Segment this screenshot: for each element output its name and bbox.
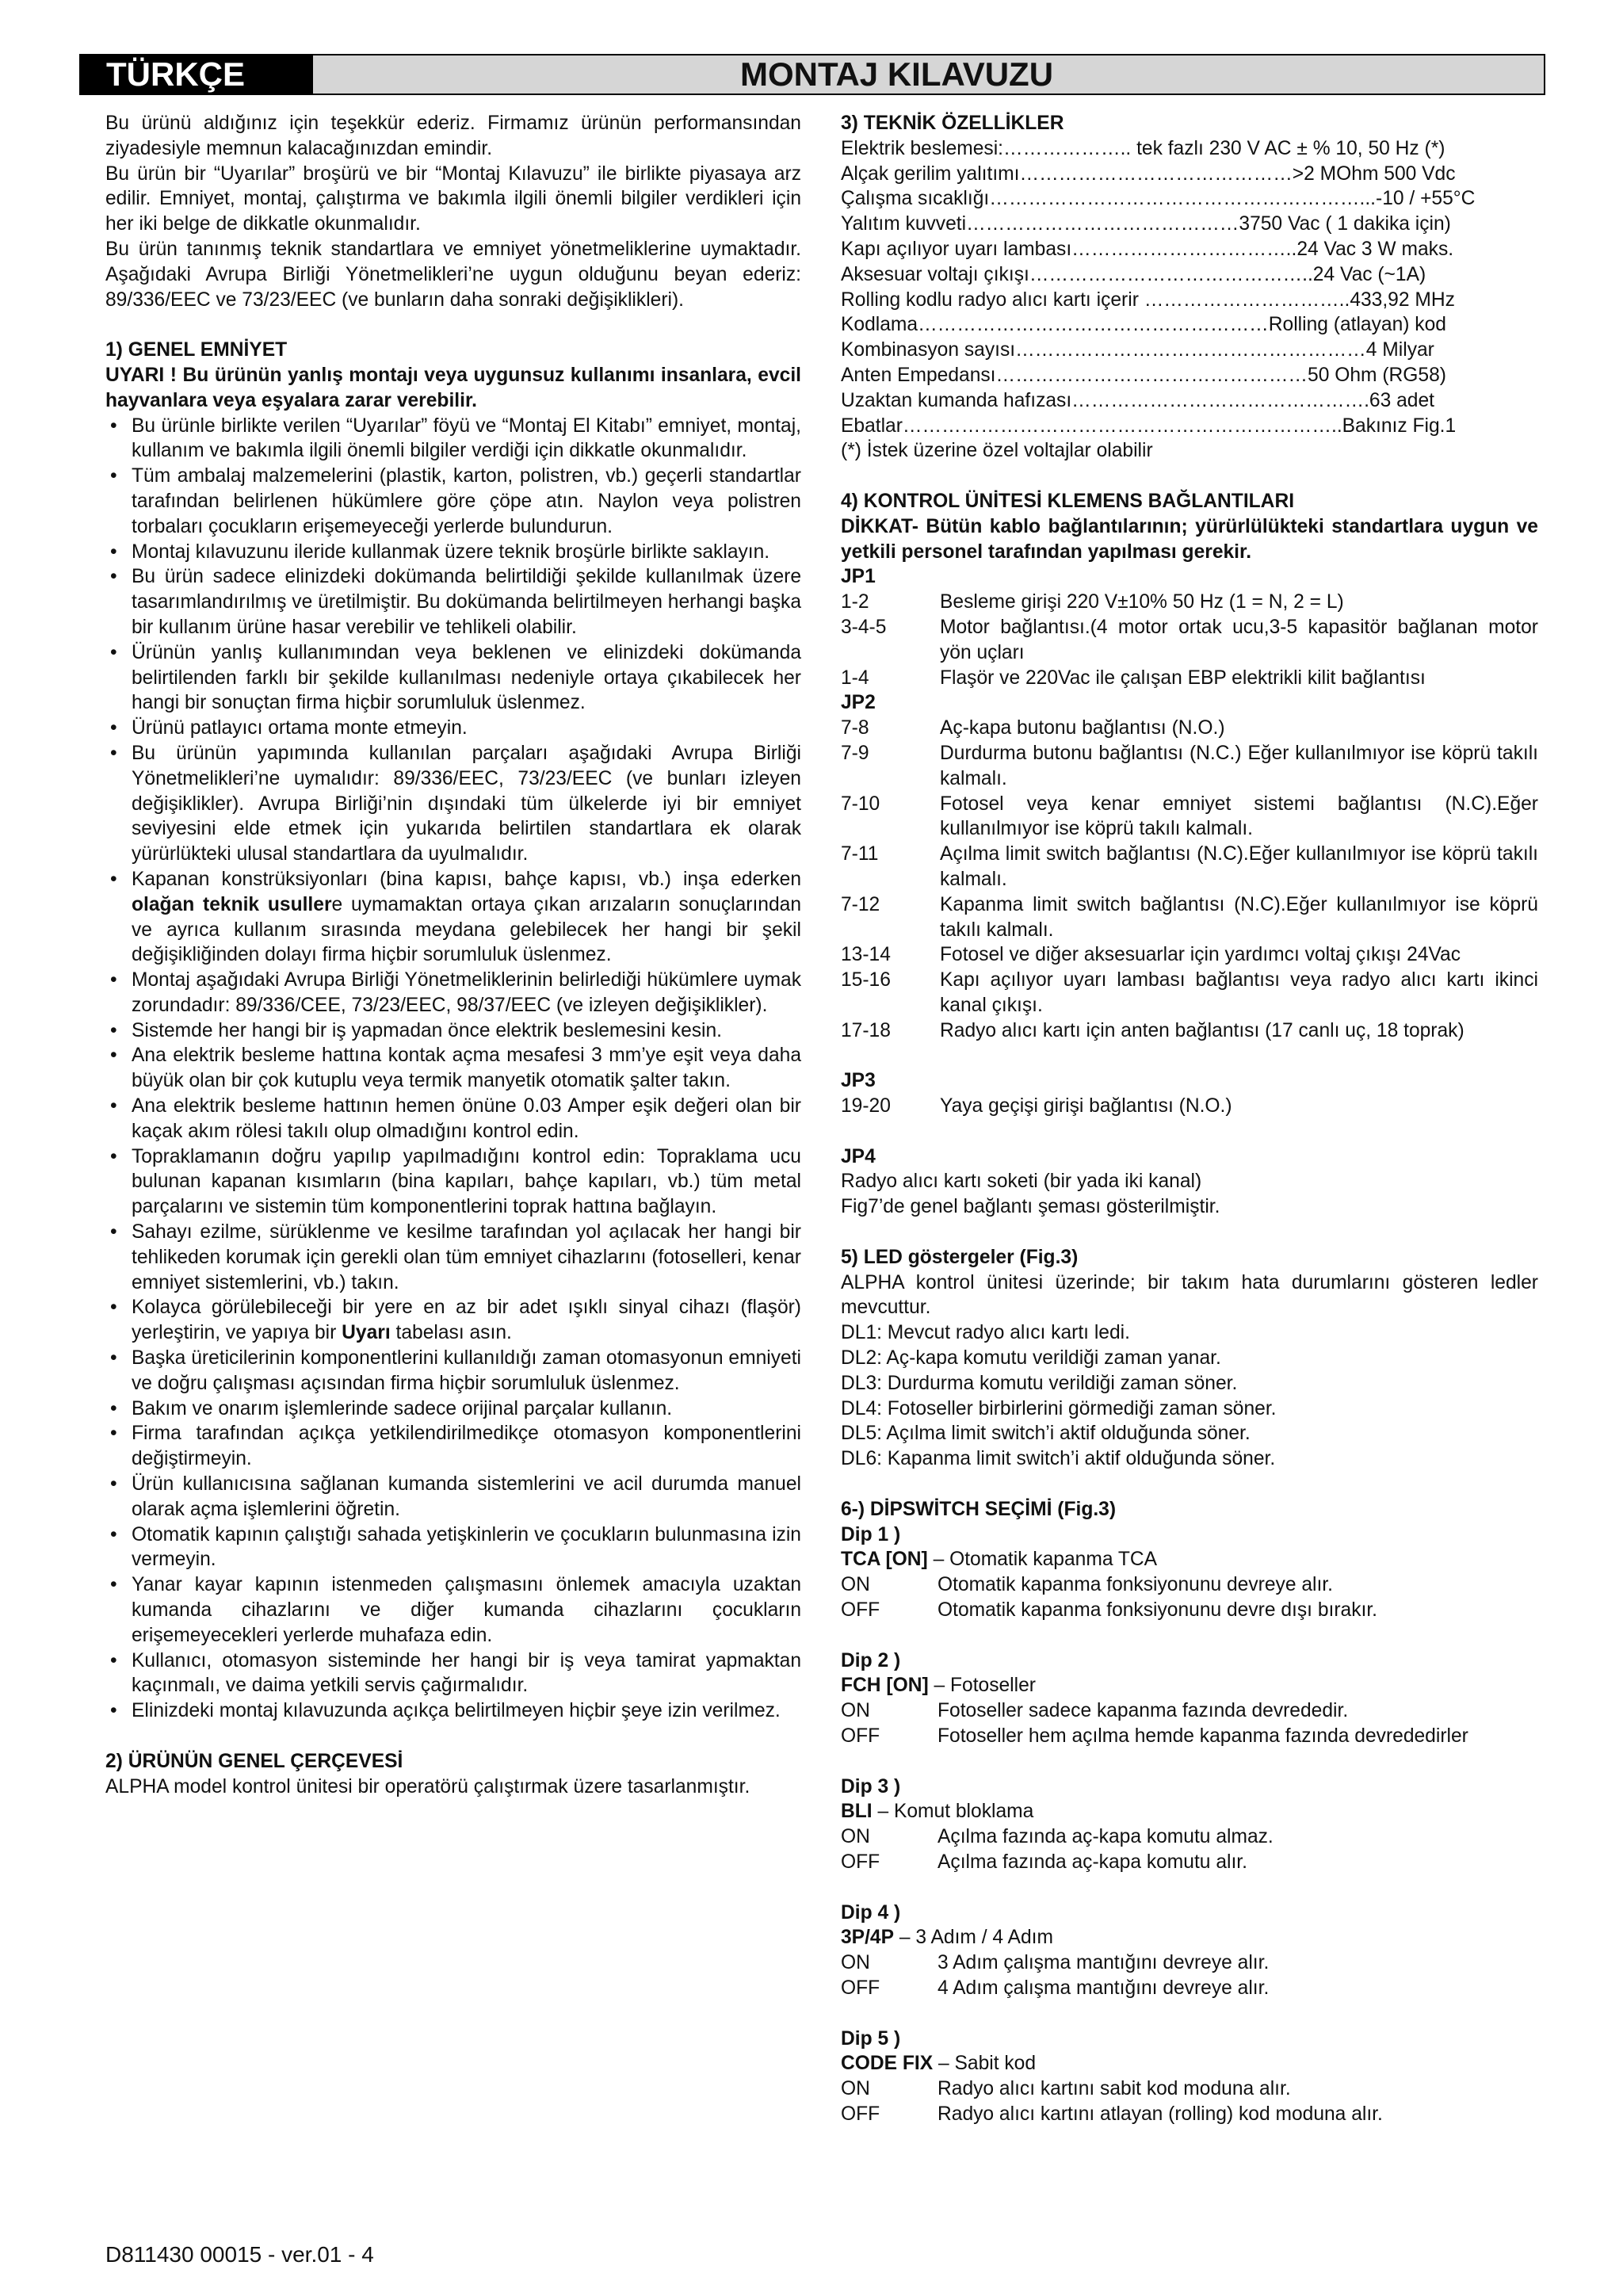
list-item: • Bu ürünün yapımında kullanılan parçaları aşağıdaki Avrupa Birliği Yönetmelikleri’ne uymalıdır: 89/336/EEC, 73/23/EEC (ve bunları izleyen değişiklikler). Avrupa Birliği’nin dışındaki tüm ülkelerde iyi bir emniyet seviyesini elde etmek için yukarıda belirtilen standartlara ek olarak yürürlükteki ulusal standartlara da uyulmalıdır. <box>105 741 801 867</box>
dip-code: FCH [ON] <box>841 1675 929 1697</box>
list-item: • Firma tarafından açıkça yetkilendirilmedikçe otomasyon komponentlerini değiştirmeyin. <box>105 1421 801 1472</box>
dip-description: – 3 Adım / 4 Adım <box>894 1927 1053 1949</box>
terminal-row <box>841 716 1538 741</box>
list-item: • Ana elektrik besleme hattının hemen önüne 0.03 Amper eşik değeri olan bir kaçak akım rölesi takılı olup olmadığını kontrol edin. <box>105 1094 801 1144</box>
on-description: Fotoseller sadece kapanma fazında devrededir. <box>938 1700 1349 1722</box>
dip-description: – Otomatik kapanma TCA <box>927 1549 1158 1571</box>
terminal-row <box>841 892 1538 943</box>
led-line: DL2: Aç-kapa komutu verildiği zaman yanar. <box>841 1347 1221 1370</box>
terminal-row <box>841 968 1538 1018</box>
on-description: Otomatik kapanma fonksiyonunu devreye alır. <box>938 1574 1333 1596</box>
dip-code: BLI <box>841 1801 873 1823</box>
dip-description: – Sabit kod <box>933 2053 1037 2075</box>
connector-label: JP1 <box>841 566 876 588</box>
terminal-description: Besleme girişi 220 V±10% 50 Hz (1 = N, 2 = L) <box>940 591 1344 613</box>
page-header <box>79 54 1545 95</box>
connector-label: JP2 <box>841 692 876 714</box>
led-line: DL5: Açılma limit switch’i aktif olduğunda söner. <box>841 1423 1251 1445</box>
list-item-text: tabelası asın. <box>390 1322 512 1344</box>
dip-off-row <box>841 1724 1538 1749</box>
on-description: Radyo alıcı kartını sabit kod moduna alır. <box>938 2078 1291 2100</box>
terminal-row <box>841 942 1538 968</box>
spec-line: Ebatlar…………………………………………………………..Bakınız Fig.1 <box>841 415 1457 437</box>
off-description: Açılma fazında aç-kapa komutu alır. <box>938 1851 1247 1873</box>
led-line: DL1: Mevcut radyo alıcı kartı ledi. <box>841 1322 1130 1344</box>
section-heading: 5) LED göstergeler (Fig.3) <box>841 1246 1079 1268</box>
dip-off-row <box>841 1598 1538 1623</box>
terminal-pins: 7-10 <box>841 793 880 815</box>
terminal-description: Kapanma limit switch bağlantısı (N.C).Eğer kullanılmıyor ise köprü takılı kalmalı. <box>940 893 1538 941</box>
section-text: ALPHA kontrol ünitesi üzerinde; bir takım hata durumlarını gösteren ledler mevcuttur. <box>841 1271 1538 1319</box>
spec-line: Aksesuar voltajı çıkışı……………………………………..24 Vac (~1A) <box>841 263 1426 285</box>
list-item: • Ana elektrik besleme hattına kontak açma mesafesi 3 mm’ye eşit veya daha büyük olan bir çok kutuplu veya termik manyetik otomatik şalter takın. <box>105 1043 801 1094</box>
intro-paragraph: Bu ürün tanınmış teknik standartlara ve emniyet yönetmeliklerine uymaktadır. Aşağıdaki Avrupa Birliği Yönetmelikleri’ne uygun olduğunu beyan ederiz: 89/336/EEC ve 73/23/EEC (ve bunların daha sonraki değişiklikleri). <box>105 238 801 311</box>
dip-off-row <box>841 1976 1538 2001</box>
connector-text: Fig7’de genel bağlantı şeması gösterilmiştir. <box>841 1196 1220 1218</box>
terminal-pins: 3-4-5 <box>841 616 887 638</box>
terminal-description: Fotosel ve diğer aksesuarlar için yardımcı voltaj çıkışı 24Vac <box>940 944 1461 966</box>
terminal-description: Radyo alıcı kartı için anten bağlantısı (17 canlı uç, 18 toprak) <box>940 1019 1465 1041</box>
spec-line: Yalıtım kuvveti……………………………………3750 Vac ( 1 dakika için) <box>841 213 1451 235</box>
list-item: • Otomatik kapının çalıştığı sahada yetişkinlerin ve çocukların bulunmasına izin vermeyin. <box>105 1522 801 1573</box>
off-label: OFF <box>841 1725 880 1747</box>
list-item-text: Kolayca görülebileceği bir yere en az bir adet ışıklı sinyal cihazı (flaşör) yerleştirin, ve yapıya bir <box>132 1297 801 1344</box>
list-item: • Tüm ambalaj malzemelerini (plastik, karton, polistren, vb.) geçerli standartlar tarafından belirlenen hükümlere göre çöpe atın. Naylon veya polistren torbaları çocukların erişemeyeceği yerlerde bulundurun. <box>105 464 801 539</box>
off-label: OFF <box>841 2103 880 2125</box>
list-item <box>105 867 801 968</box>
spec-line: Alçak gerilim yalıtımı……………………………………>2 MOhm 500 Vdc <box>841 162 1456 185</box>
dip-title: Dip 1 ) <box>841 1523 901 1545</box>
terminal-pins: 7-8 <box>841 717 869 739</box>
on-label: ON <box>841 1700 870 1722</box>
dip-function <box>841 1925 1538 1950</box>
dip-code: 3P/4P <box>841 1927 894 1949</box>
terminal-row <box>841 1094 1538 1119</box>
terminal-row <box>841 615 1538 666</box>
dip-function <box>841 2051 1538 2076</box>
list-item: • Bu ürünle birlikte verilen “Uyarılar” föyü ve “Montaj El Kitabı” emniyet, montaj, kullanım ve bakımla ilgili önemli bilgiler verdiği için dikkatle okunmalıdır. <box>105 414 801 464</box>
connector-label: JP3 <box>841 1070 876 1092</box>
off-description: Radyo alıcı kartını atlayan (rolling) kod moduna alır. <box>938 2103 1383 2125</box>
list-item: • Kullanıcı, otomasyon sisteminde her hangi bir iş veya tamirat yapmaktan kaçınmalı, ve daima yetkili servis çağırmalıdır. <box>105 1648 801 1699</box>
list-item: • Ürün kullanıcısına sağlanan kumanda sistemlerini ve acil durumda manuel olarak açma işlemlerini öğretin. <box>105 1472 801 1522</box>
list-item: • Topraklamanın doğru yapılıp yapılmadığını kontrol edin: Topraklama ucu bulunan kapanan kısımların (bina kapıları, bahçe kapıları, vb.) tüm metal parçalarını ve sistemin tüm komponentlerini toprak hattına bağlayın. <box>105 1144 801 1220</box>
list-item: • Elinizdeki montaj kılavuzunda açıkça belirtilmeyen hiçbir şeye izin verilmez. <box>105 1698 801 1724</box>
spec-line: Rolling kodlu radyo alıcı kartı içerir …………………………..433,92 MHz <box>841 288 1455 311</box>
section-heading: 2) ÜRÜNÜN GENEL ÇERÇEVESİ <box>105 1750 403 1772</box>
dip-function <box>841 1673 1538 1698</box>
off-description: Fotoseller hem açılma hemde kapanma fazında devrededirler <box>938 1725 1468 1747</box>
terminal-description: Motor bağlantısı.(4 motor ortak ucu,3-5 kapasitör bağlanan motor yön uçları <box>940 616 1538 663</box>
terminal-description: Aç-kapa butonu bağlantısı (N.O.) <box>940 717 1225 739</box>
spec-line: Elektrik beslemesi:……………….. tek fazlı 230 V AC ± % 10, 50 Hz (*) <box>841 137 1445 159</box>
document-title: MONTAJ KILAVUZU <box>313 55 1544 94</box>
on-label: ON <box>841 2078 870 2100</box>
dip-off-row <box>841 2102 1538 2127</box>
dip-code: CODE FIX <box>841 2053 934 2075</box>
on-description: Açılma fazında aç-kapa komutu almaz. <box>938 1826 1274 1848</box>
list-item-emphasis: olağan teknik usuller <box>132 893 332 915</box>
terminal-pins: 7-9 <box>841 742 869 764</box>
dip-title: Dip 3 ) <box>841 1775 901 1797</box>
terminal-row <box>841 842 1538 892</box>
led-line: DL4: Fotoseller birbirlerini görmediği zaman söner. <box>841 1397 1277 1419</box>
list-item-emphasis: Uyarı <box>342 1322 391 1344</box>
off-label: OFF <box>841 1851 880 1873</box>
dip-title: Dip 5 ) <box>841 2027 901 2050</box>
left-column <box>105 111 801 1799</box>
terminal-pins: 7-11 <box>841 843 879 865</box>
dip-off-row <box>841 1850 1538 1875</box>
terminal-row <box>841 792 1538 842</box>
section-heading: 3) TEKNİK ÖZELLİKLER <box>841 113 1064 134</box>
terminal-pins: 13-14 <box>841 944 891 966</box>
off-description: Otomatik kapanma fonksiyonunu devre dışı bırakır. <box>938 1599 1378 1622</box>
list-item: • Bakım ve onarım işlemlerinde sadece orijinal parçalar kullanın. <box>105 1396 801 1422</box>
dip-title: Dip 4 ) <box>841 1901 901 1924</box>
spec-line: Kapı açılıyor uyarı lambası……………………………..24 Vac 3 W maks. <box>841 238 1454 260</box>
language-label: TÜRKÇE <box>81 55 313 94</box>
dip-description: – Fotoseller <box>928 1675 1036 1697</box>
connector-label: JP4 <box>841 1145 876 1167</box>
intro-paragraph: Bu ürünü aldığınız için teşekkür ederiz. Firmamız ürünün performansından ziyadesiyle memnun kalacağınızdan emindir. <box>105 113 801 159</box>
warning-text: DİKKAT- Bütün kablo bağlantılarının; yürürlülükteki standartlara uygun ve yetkili personel tarafından yapılması gerekir. <box>841 515 1538 563</box>
off-label: OFF <box>841 1977 880 1999</box>
terminal-description: Yaya geçişi girişi bağlantısı (N.O.) <box>940 1095 1232 1117</box>
list-item: • Sahayı ezilme, sürüklenme ve kesilme tarafından yol açılacak her hangi bir tehlikeden korumak için gerekli olan tüm emniyet cihazlarını (fotoselleri, kenar emniyet sistemlerini, vb.) takın. <box>105 1220 801 1295</box>
list-item: • Ürünün yanlış kullanımından veya beklenen ve elinizdeki dokümanda belirtilenden farklı bir şekilde kullanılması nedeniyle ortaya çıkabilecek her hangi bir sonuçtan firma hiçbir sorumluluk üslenmez. <box>105 640 801 716</box>
spec-note: (*) İstek üzerine özel voltajlar olabilir <box>841 440 1153 462</box>
terminal-pins: 7-12 <box>841 893 880 915</box>
on-label: ON <box>841 1952 870 1974</box>
dip-function <box>841 1547 1538 1572</box>
spec-line: Kombinasyon sayısı………………………………………………4 Milyar <box>841 339 1434 361</box>
dip-function <box>841 1799 1538 1824</box>
section-heading: 4) KONTROL ÜNİTESİ KLEMENS BAĞLANTILARI <box>841 490 1295 512</box>
warning-text: UYARI ! Bu ürünün yanlış montajı veya uygunsuz kullanımı insanlara, evcil hayvanlara veya eşyalara zarar verebilir. <box>105 364 801 411</box>
off-label: OFF <box>841 1599 880 1622</box>
list-item: • Bu ürün sadece elinizdeki dokümanda belirtildiği şekilde kullanılmak üzere tasarımlandırılmış ve üretilmiştir. Bu dokümanda belirtilmeyen herhangi başka bir kullanım ürüne hasar verebilir ve tehlikeli olabilir. <box>105 564 801 640</box>
terminal-pins: 19-20 <box>841 1095 891 1117</box>
connector-text: Radyo alıcı kartı soketi (bir yada iki kanal) <box>841 1171 1202 1193</box>
list-item: • Yanar kayar kapının istenmeden çalışmasını önlemek amacıyla uzaktan kumanda cihazlarını ve diğer kumanda cihazlarını çocukların erişemeyecekleri yerlerde muhafaza edin. <box>105 1572 801 1648</box>
list-item <box>105 1295 801 1346</box>
terminal-description: Açılma limit switch bağlantısı (N.C).Eğer kullanılmıyor ise köprü takılı kalmalı. <box>940 843 1538 890</box>
list-item: • Başka üreticilerinin komponentlerini kullanıldığı zaman otomasyonun emniyeti ve doğru çalışması açısından firma hiçbir sorumluluk üslenmez. <box>105 1346 801 1396</box>
terminal-description: Kapı açılıyor uyarı lambası bağlantısı veya radyo alıcı kartı ikinci kanal çıkışı. <box>940 969 1538 1016</box>
terminal-description: Fotosel veya kenar emniyet sistemi bağlantısı (N.C).Eğer kullanılmıyor ise köprü takılı kalmalı. <box>940 793 1538 840</box>
terminal-row <box>841 741 1538 792</box>
list-item: • Sistemde her hangi bir iş yapmadan önce elektrik beslemesini kesin. <box>105 1018 801 1044</box>
terminal-description: Flaşör ve 220Vac ile çalışan EBP elektrikli kilit bağlantısı <box>940 667 1426 689</box>
spec-line: Uzaktan kumanda hafızası……………………………………….63 adet <box>841 389 1434 411</box>
spec-line: Anten Empedansı…………………………………………50 Ohm (RG58) <box>841 364 1446 386</box>
list-item: • Montaj aşağıdaki Avrupa Birliği Yönetmeliklerinin belirlediği hükümlere uymak zorundadır: 89/336/CEE, 73/23/EEC, 98/37/EEC (ve izleyen değişiklikler). <box>105 968 801 1018</box>
list-item-text: Kapanan konstrüksiyonları (bina kapısı, bahçe kapısı, vb.) inşa ederken <box>132 868 801 890</box>
terminal-pins: 1-4 <box>841 667 869 689</box>
section-heading: 1) GENEL EMNİYET <box>105 339 288 361</box>
dip-on-row <box>841 2076 1538 2102</box>
page-footer: D811430 00015 - ver.01 - 4 <box>105 2242 374 2267</box>
intro-paragraph: Bu ürün bir “Uyarılar” broşürü ve bir “Montaj Kılavuzu” ile birlikte piyasaya arz edilir. Emniyet, montaj, çalıştırma ve bakımla ilgili önemli bilgiler verdikleri için her iki belge de dikkatle okunmalıdır. <box>105 162 801 235</box>
section-text: ALPHA model kontrol ünitesi bir operatörü çalıştırmak üzere tasarlanmıştır. <box>105 1775 750 1797</box>
terminal-pins: 17-18 <box>841 1019 891 1041</box>
list-item: • Montaj kılavuzunu ileride kullanmak üzere teknik broşürle birlikte saklayın. <box>105 540 801 565</box>
terminal-pins: 1-2 <box>841 591 869 613</box>
terminal-row <box>841 1018 1538 1044</box>
led-line: DL3: Durdurma komutu verildiği zaman söner. <box>841 1372 1238 1394</box>
safety-list <box>105 414 801 1724</box>
terminal-row <box>841 590 1538 615</box>
dip-code: TCA [ON] <box>841 1549 928 1571</box>
list-item: • Ürünü patlayıcı ortama monte etmeyin. <box>105 716 801 741</box>
terminal-pins: 15-16 <box>841 969 891 991</box>
dip-title: Dip 2 ) <box>841 1649 901 1671</box>
dip-on-row <box>841 1698 1538 1724</box>
terminal-description: Durdurma butonu bağlantısı (N.C.) Eğer kullanılmıyor ise köprü takılı kalmalı. <box>940 742 1538 789</box>
list-item-text: e uymamaktan ortaya çıkan arızaların sonuçlarından ve ayrıca kullanım sırasında meydana gelebilecek her hangi bir şekil değişikliğinden dolayı firma hiçbir sorumluluk üslenmez. <box>132 893 801 966</box>
dip-on-row <box>841 1572 1538 1598</box>
off-description: 4 Adım çalışma mantığını devreye alır. <box>938 1977 1270 1999</box>
dip-on-row <box>841 1950 1538 1976</box>
right-column <box>841 111 1538 2127</box>
section-heading: 6-) DİPSWİTCH SEÇİMİ (Fig.3) <box>841 1498 1117 1520</box>
led-line: DL6: Kapanma limit switch’i aktif olduğunda söner. <box>841 1448 1276 1470</box>
spec-line: Kodlama………………………………………………Rolling (atlayan) kod <box>841 314 1446 336</box>
dip-on-row <box>841 1824 1538 1850</box>
dip-description: – Komut bloklama <box>872 1801 1034 1823</box>
on-label: ON <box>841 1826 870 1848</box>
on-label: ON <box>841 1574 870 1596</box>
on-description: 3 Adım çalışma mantığını devreye alır. <box>938 1952 1270 1974</box>
terminal-row <box>841 666 1538 691</box>
spec-line: Çalışma sıcaklığı…………………………………………………...-10 / +55°C <box>841 188 1476 210</box>
